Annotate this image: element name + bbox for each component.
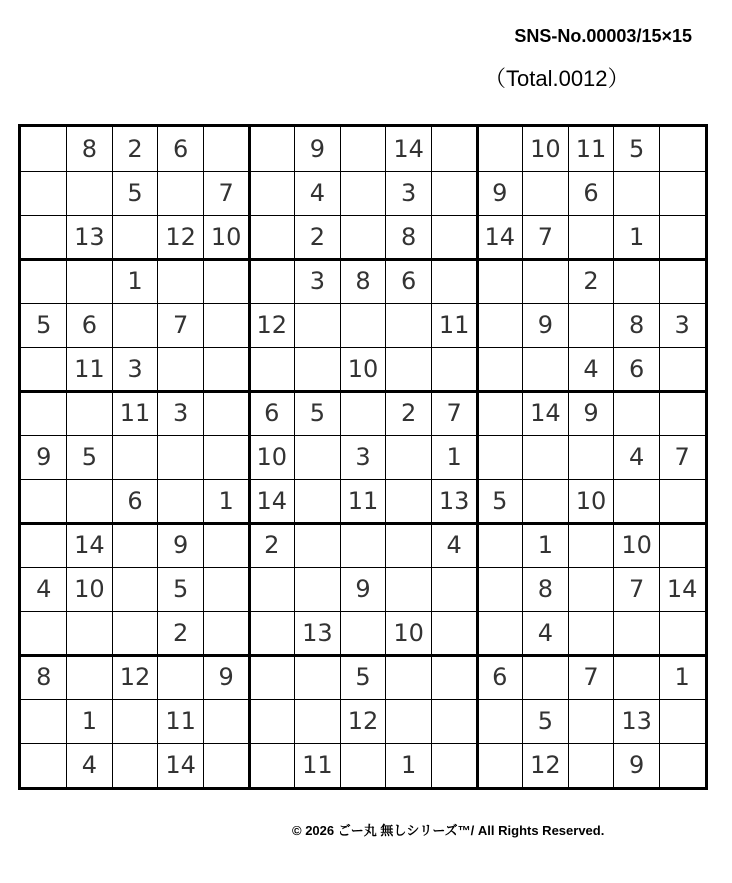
sudoku-grid: [21, 127, 705, 787]
grid-line-vertical: [112, 127, 113, 787]
sudoku-cell[interactable]: [659, 127, 705, 171]
sudoku-cell[interactable]: [614, 171, 660, 215]
sudoku-cell[interactable]: [67, 479, 113, 523]
sudoku-cell[interactable]: [340, 611, 386, 655]
sudoku-cell[interactable]: [431, 655, 477, 699]
sudoku-cell[interactable]: [523, 347, 569, 391]
grid-line-vertical: [203, 127, 204, 787]
sudoku-cell[interactable]: [340, 743, 386, 787]
box-divider-horizontal: [21, 390, 705, 393]
sudoku-cell[interactable]: [568, 435, 614, 479]
sudoku-cell[interactable]: 5: [492, 487, 508, 515]
sudoku-cell[interactable]: [21, 171, 67, 215]
grid-line-horizontal: [21, 743, 705, 744]
grid-line-vertical: [431, 127, 432, 787]
sudoku-cell[interactable]: [477, 259, 523, 303]
sudoku-cell[interactable]: 2: [172, 619, 189, 647]
sudoku-cell[interactable]: 4: [537, 619, 554, 647]
sudoku-cell[interactable]: 13: [438, 487, 470, 515]
sudoku-cell[interactable]: 5: [355, 663, 371, 691]
sudoku-cell[interactable]: 10: [256, 443, 288, 471]
sudoku-cell[interactable]: [203, 303, 249, 347]
sudoku-cell[interactable]: [249, 171, 295, 215]
sudoku-cell[interactable]: 13: [74, 223, 105, 251]
sudoku-cell[interactable]: 3: [309, 267, 326, 295]
sudoku-cell[interactable]: 8: [537, 575, 554, 603]
box-divider-horizontal: [21, 522, 705, 525]
sudoku-cell[interactable]: 9: [628, 751, 645, 779]
box-divider-vertical: [248, 127, 251, 787]
sudoku-cell[interactable]: [67, 259, 113, 303]
sudoku-cell[interactable]: 13: [302, 619, 333, 647]
grid-line-horizontal: [21, 567, 705, 568]
sudoku-cell[interactable]: 10: [621, 531, 652, 559]
sudoku-cell[interactable]: 6: [628, 355, 645, 383]
sudoku-cell[interactable]: 3: [400, 179, 417, 207]
sudoku-cell[interactable]: 6: [400, 267, 417, 295]
sudoku-cell[interactable]: 10: [347, 355, 379, 383]
sudoku-cell[interactable]: 4: [628, 443, 645, 471]
sudoku-cell[interactable]: [249, 259, 295, 303]
sudoku-cell[interactable]: [295, 479, 341, 523]
sudoku-cell[interactable]: [568, 303, 614, 347]
sudoku-cell[interactable]: [112, 567, 158, 611]
grid-line-horizontal: [21, 611, 705, 612]
sudoku-cell[interactable]: [249, 215, 295, 259]
sudoku-cell[interactable]: [431, 347, 477, 391]
sudoku-cell[interactable]: 8: [400, 223, 417, 251]
sudoku-cell[interactable]: [340, 215, 386, 259]
sudoku-cell[interactable]: [249, 567, 295, 611]
sudoku-cell[interactable]: [203, 743, 249, 787]
sudoku-cell[interactable]: 12: [530, 751, 561, 779]
sudoku-cell[interactable]: [295, 699, 341, 743]
grid-line-vertical: [522, 127, 523, 787]
grid-line-vertical: [613, 127, 614, 787]
sudoku-cell[interactable]: [659, 215, 705, 259]
sudoku-cell[interactable]: [203, 699, 249, 743]
sudoku-cell[interactable]: 7: [537, 223, 554, 251]
sudoku-cell[interactable]: [431, 567, 477, 611]
sudoku-cell[interactable]: 10: [530, 135, 561, 163]
sudoku-cell[interactable]: [158, 479, 204, 523]
grid-line-horizontal: [21, 303, 705, 304]
sudoku-cell[interactable]: 5: [309, 399, 326, 427]
sudoku-cell[interactable]: [67, 391, 113, 435]
sudoku-cell[interactable]: [568, 567, 614, 611]
sudoku-cell[interactable]: [21, 127, 67, 171]
box-divider-horizontal: [21, 654, 705, 657]
sudoku-cell[interactable]: [431, 743, 477, 787]
sudoku-cell[interactable]: [386, 435, 432, 479]
sudoku-cell[interactable]: [386, 347, 432, 391]
sudoku-cell[interactable]: 8: [355, 267, 371, 295]
sudoku-cell[interactable]: 9: [492, 179, 508, 207]
sudoku-cell[interactable]: 5: [36, 311, 52, 339]
sudoku-cell[interactable]: [112, 303, 158, 347]
sudoku-cell[interactable]: [21, 215, 67, 259]
sudoku-cell[interactable]: 1: [400, 751, 417, 779]
sudoku-cell[interactable]: [295, 523, 341, 567]
grid-line-horizontal: [21, 215, 705, 216]
puzzle-total: （Total.0012）: [484, 66, 630, 91]
sudoku-cell[interactable]: 5: [81, 443, 98, 471]
sudoku-cell[interactable]: [340, 171, 386, 215]
sudoku-cell[interactable]: [340, 127, 386, 171]
sudoku-cell[interactable]: [523, 655, 569, 699]
sudoku-cell[interactable]: 6: [264, 399, 280, 427]
sudoku-cell[interactable]: 7: [218, 179, 234, 207]
grid-line-vertical: [385, 127, 386, 787]
sudoku-cell[interactable]: 11: [119, 399, 151, 427]
sudoku-cell[interactable]: [112, 743, 158, 787]
sudoku-cell[interactable]: 4: [309, 179, 326, 207]
sudoku-cell[interactable]: [477, 699, 523, 743]
sudoku-cell[interactable]: 11: [74, 355, 105, 383]
sudoku-cell[interactable]: [477, 347, 523, 391]
sudoku-cell[interactable]: [386, 567, 432, 611]
grid-line-vertical: [659, 127, 660, 787]
sudoku-cell[interactable]: 1: [218, 487, 234, 515]
sudoku-cell[interactable]: 1: [628, 223, 645, 251]
sudoku-cell[interactable]: 14: [256, 487, 288, 515]
sudoku-cell[interactable]: [203, 523, 249, 567]
grid-line-horizontal: [21, 171, 705, 172]
sudoku-cell[interactable]: [203, 127, 249, 171]
sudoku-cell[interactable]: 3: [355, 443, 371, 471]
sudoku-cell[interactable]: [158, 435, 204, 479]
sudoku-cell[interactable]: 2: [583, 267, 599, 295]
sudoku-cell[interactable]: [568, 523, 614, 567]
sudoku-cell[interactable]: [523, 259, 569, 303]
sudoku-cell[interactable]: [523, 479, 569, 523]
sudoku-cell[interactable]: 1: [127, 267, 143, 295]
sudoku-cell[interactable]: [431, 611, 477, 655]
sudoku-cell[interactable]: [295, 303, 341, 347]
grid-line-vertical: [568, 127, 569, 787]
sudoku-cell[interactable]: [477, 303, 523, 347]
sudoku-cell[interactable]: [659, 171, 705, 215]
sudoku-cell[interactable]: [21, 479, 67, 523]
sudoku-cell[interactable]: 3: [674, 311, 690, 339]
sudoku-cell[interactable]: [203, 391, 249, 435]
sudoku-cell[interactable]: 11: [302, 751, 333, 779]
sudoku-cell[interactable]: 1: [674, 663, 690, 691]
sudoku-cell[interactable]: [203, 611, 249, 655]
sudoku-cell[interactable]: 12: [119, 663, 151, 691]
sudoku-cell[interactable]: 1: [81, 707, 98, 735]
sudoku-cell[interactable]: 6: [492, 663, 508, 691]
sudoku-board: [18, 124, 708, 790]
sudoku-cell[interactable]: 7: [674, 443, 690, 471]
sudoku-cell[interactable]: [431, 215, 477, 259]
sudoku-cell[interactable]: [158, 171, 204, 215]
box-divider-vertical: [476, 127, 479, 787]
sudoku-cell[interactable]: 11: [347, 487, 379, 515]
sudoku-cell[interactable]: 9: [537, 311, 554, 339]
copyright-footer: © 2026 ごー丸 無しシリーズ™/ All Rights Reserved.: [292, 823, 605, 838]
sudoku-cell[interactable]: [614, 259, 660, 303]
sudoku-cell[interactable]: [21, 259, 67, 303]
sudoku-cell[interactable]: [523, 171, 569, 215]
sudoku-cell[interactable]: [477, 567, 523, 611]
sudoku-cell[interactable]: 6: [81, 311, 98, 339]
sudoku-cell[interactable]: 10: [210, 223, 242, 251]
sudoku-cell[interactable]: 8: [628, 311, 645, 339]
grid-line-horizontal: [21, 479, 705, 480]
sudoku-cell[interactable]: 7: [628, 575, 645, 603]
sudoku-cell[interactable]: [568, 743, 614, 787]
sudoku-cell[interactable]: 5: [172, 575, 189, 603]
sudoku-cell[interactable]: 14: [484, 223, 516, 251]
sudoku-cell[interactable]: [614, 391, 660, 435]
sudoku-cell[interactable]: [295, 655, 341, 699]
sudoku-cell[interactable]: [477, 523, 523, 567]
sudoku-cell[interactable]: 3: [172, 399, 189, 427]
puzzle-title: SNS-No.00003/15×15: [514, 26, 692, 46]
sudoku-cell[interactable]: [249, 743, 295, 787]
sudoku-cell[interactable]: [386, 479, 432, 523]
sudoku-cell[interactable]: 5: [127, 179, 143, 207]
sudoku-cell[interactable]: 10: [575, 487, 607, 515]
sudoku-cell[interactable]: [249, 127, 295, 171]
sudoku-cell[interactable]: 2: [127, 135, 143, 163]
sudoku-cell[interactable]: 14: [393, 135, 424, 163]
sudoku-cell[interactable]: [340, 391, 386, 435]
sudoku-cell[interactable]: [203, 435, 249, 479]
sudoku-cell[interactable]: [568, 699, 614, 743]
sudoku-cell[interactable]: [340, 523, 386, 567]
sudoku-cell[interactable]: [112, 215, 158, 259]
sudoku-cell[interactable]: [477, 611, 523, 655]
sudoku-cell[interactable]: 5: [628, 135, 645, 163]
sudoku-cell[interactable]: [614, 655, 660, 699]
sudoku-cell[interactable]: [203, 567, 249, 611]
sudoku-cell[interactable]: 9: [172, 531, 189, 559]
sudoku-cell[interactable]: [659, 259, 705, 303]
sudoku-cell[interactable]: 11: [438, 311, 470, 339]
sudoku-cell[interactable]: [21, 523, 67, 567]
sudoku-cell[interactable]: [340, 303, 386, 347]
sudoku-cell[interactable]: [67, 611, 113, 655]
grid-line-horizontal: [21, 699, 705, 700]
sudoku-cell[interactable]: [659, 743, 705, 787]
sudoku-cell[interactable]: [431, 699, 477, 743]
sudoku-cell[interactable]: [477, 127, 523, 171]
sudoku-cell[interactable]: [67, 171, 113, 215]
sudoku-cell[interactable]: [659, 479, 705, 523]
sudoku-cell[interactable]: [21, 391, 67, 435]
sudoku-cell[interactable]: 2: [400, 399, 417, 427]
sudoku-cell[interactable]: 4: [446, 531, 462, 559]
sudoku-cell[interactable]: 12: [256, 311, 288, 339]
sudoku-cell[interactable]: 14: [165, 751, 196, 779]
sudoku-cell[interactable]: [477, 435, 523, 479]
sudoku-cell[interactable]: [295, 347, 341, 391]
sudoku-cell[interactable]: [249, 347, 295, 391]
sudoku-cell[interactable]: 8: [36, 663, 52, 691]
sudoku-cell[interactable]: [112, 435, 158, 479]
sudoku-cell[interactable]: [431, 127, 477, 171]
sudoku-cell[interactable]: 6: [127, 487, 143, 515]
sudoku-cell[interactable]: 7: [583, 663, 599, 691]
box-divider-horizontal: [21, 258, 705, 261]
sudoku-cell[interactable]: 9: [355, 575, 371, 603]
sudoku-cell[interactable]: [295, 567, 341, 611]
grid-line-vertical: [294, 127, 295, 787]
sudoku-cell[interactable]: [568, 215, 614, 259]
sudoku-cell[interactable]: 9: [583, 399, 599, 427]
sudoku-cell[interactable]: [614, 611, 660, 655]
sudoku-cell[interactable]: [249, 655, 295, 699]
sudoku-cell[interactable]: [21, 743, 67, 787]
sudoku-cell[interactable]: [158, 347, 204, 391]
sudoku-cell[interactable]: 9: [309, 135, 326, 163]
sudoku-cell[interactable]: [659, 699, 705, 743]
sudoku-cell[interactable]: [659, 611, 705, 655]
sudoku-cell[interactable]: 11: [165, 707, 196, 735]
sudoku-cell[interactable]: 6: [583, 179, 599, 207]
sudoku-cell[interactable]: [158, 259, 204, 303]
sudoku-cell[interactable]: [659, 391, 705, 435]
grid-line-horizontal: [21, 347, 705, 348]
sudoku-cell[interactable]: 6: [172, 135, 189, 163]
sudoku-cell[interactable]: 5: [537, 707, 554, 735]
sudoku-cell[interactable]: 12: [165, 223, 196, 251]
sudoku-cell[interactable]: 8: [81, 135, 98, 163]
sudoku-cell[interactable]: [67, 655, 113, 699]
sudoku-cell[interactable]: [203, 347, 249, 391]
sudoku-cell[interactable]: [112, 523, 158, 567]
sudoku-cell[interactable]: [21, 699, 67, 743]
sudoku-cell[interactable]: [21, 347, 67, 391]
sudoku-cell[interactable]: [477, 391, 523, 435]
sudoku-cell[interactable]: 11: [575, 135, 607, 163]
sudoku-cell[interactable]: [568, 611, 614, 655]
sudoku-cell[interactable]: [158, 655, 204, 699]
sudoku-cell[interactable]: 12: [347, 707, 379, 735]
sudoku-cell[interactable]: 2: [264, 531, 280, 559]
sudoku-cell[interactable]: [112, 699, 158, 743]
sudoku-cell[interactable]: [614, 479, 660, 523]
sudoku-cell[interactable]: [431, 259, 477, 303]
sudoku-cell[interactable]: 7: [172, 311, 189, 339]
sudoku-cell[interactable]: [249, 699, 295, 743]
grid-line-horizontal: [21, 435, 705, 436]
sudoku-cell[interactable]: [386, 655, 432, 699]
sudoku-cell[interactable]: [112, 611, 158, 655]
sudoku-cell[interactable]: [431, 171, 477, 215]
sudoku-cell[interactable]: [386, 699, 432, 743]
sudoku-cell[interactable]: [523, 435, 569, 479]
sudoku-cell[interactable]: [659, 347, 705, 391]
grid-line-vertical: [340, 127, 341, 787]
sudoku-cell[interactable]: 2: [309, 223, 326, 251]
sudoku-cell[interactable]: [386, 303, 432, 347]
sudoku-cell[interactable]: [249, 611, 295, 655]
sudoku-cell[interactable]: 1: [446, 443, 462, 471]
sudoku-cell[interactable]: 10: [74, 575, 105, 603]
sudoku-cell[interactable]: 14: [666, 575, 698, 603]
sudoku-cell[interactable]: 1: [537, 531, 554, 559]
sudoku-cell[interactable]: 14: [74, 531, 105, 559]
sudoku-cell[interactable]: [21, 611, 67, 655]
sudoku-cell[interactable]: [477, 743, 523, 787]
sudoku-cell[interactable]: 4: [583, 355, 599, 383]
grid-line-vertical: [157, 127, 158, 787]
sudoku-cell[interactable]: 13: [621, 707, 652, 735]
sudoku-cell[interactable]: 10: [393, 619, 424, 647]
sudoku-cell[interactable]: [386, 523, 432, 567]
sudoku-cell[interactable]: 4: [36, 575, 52, 603]
sudoku-cell[interactable]: [659, 523, 705, 567]
sudoku-cell[interactable]: 9: [218, 663, 234, 691]
grid-line-vertical: [66, 127, 67, 787]
sudoku-cell[interactable]: 3: [127, 355, 143, 383]
sudoku-cell[interactable]: 9: [36, 443, 52, 471]
sudoku-cell[interactable]: [295, 435, 341, 479]
sudoku-cell[interactable]: 7: [446, 399, 462, 427]
sudoku-cell[interactable]: [203, 259, 249, 303]
sudoku-cell[interactable]: 14: [530, 399, 561, 427]
sudoku-cell[interactable]: 4: [81, 751, 98, 779]
